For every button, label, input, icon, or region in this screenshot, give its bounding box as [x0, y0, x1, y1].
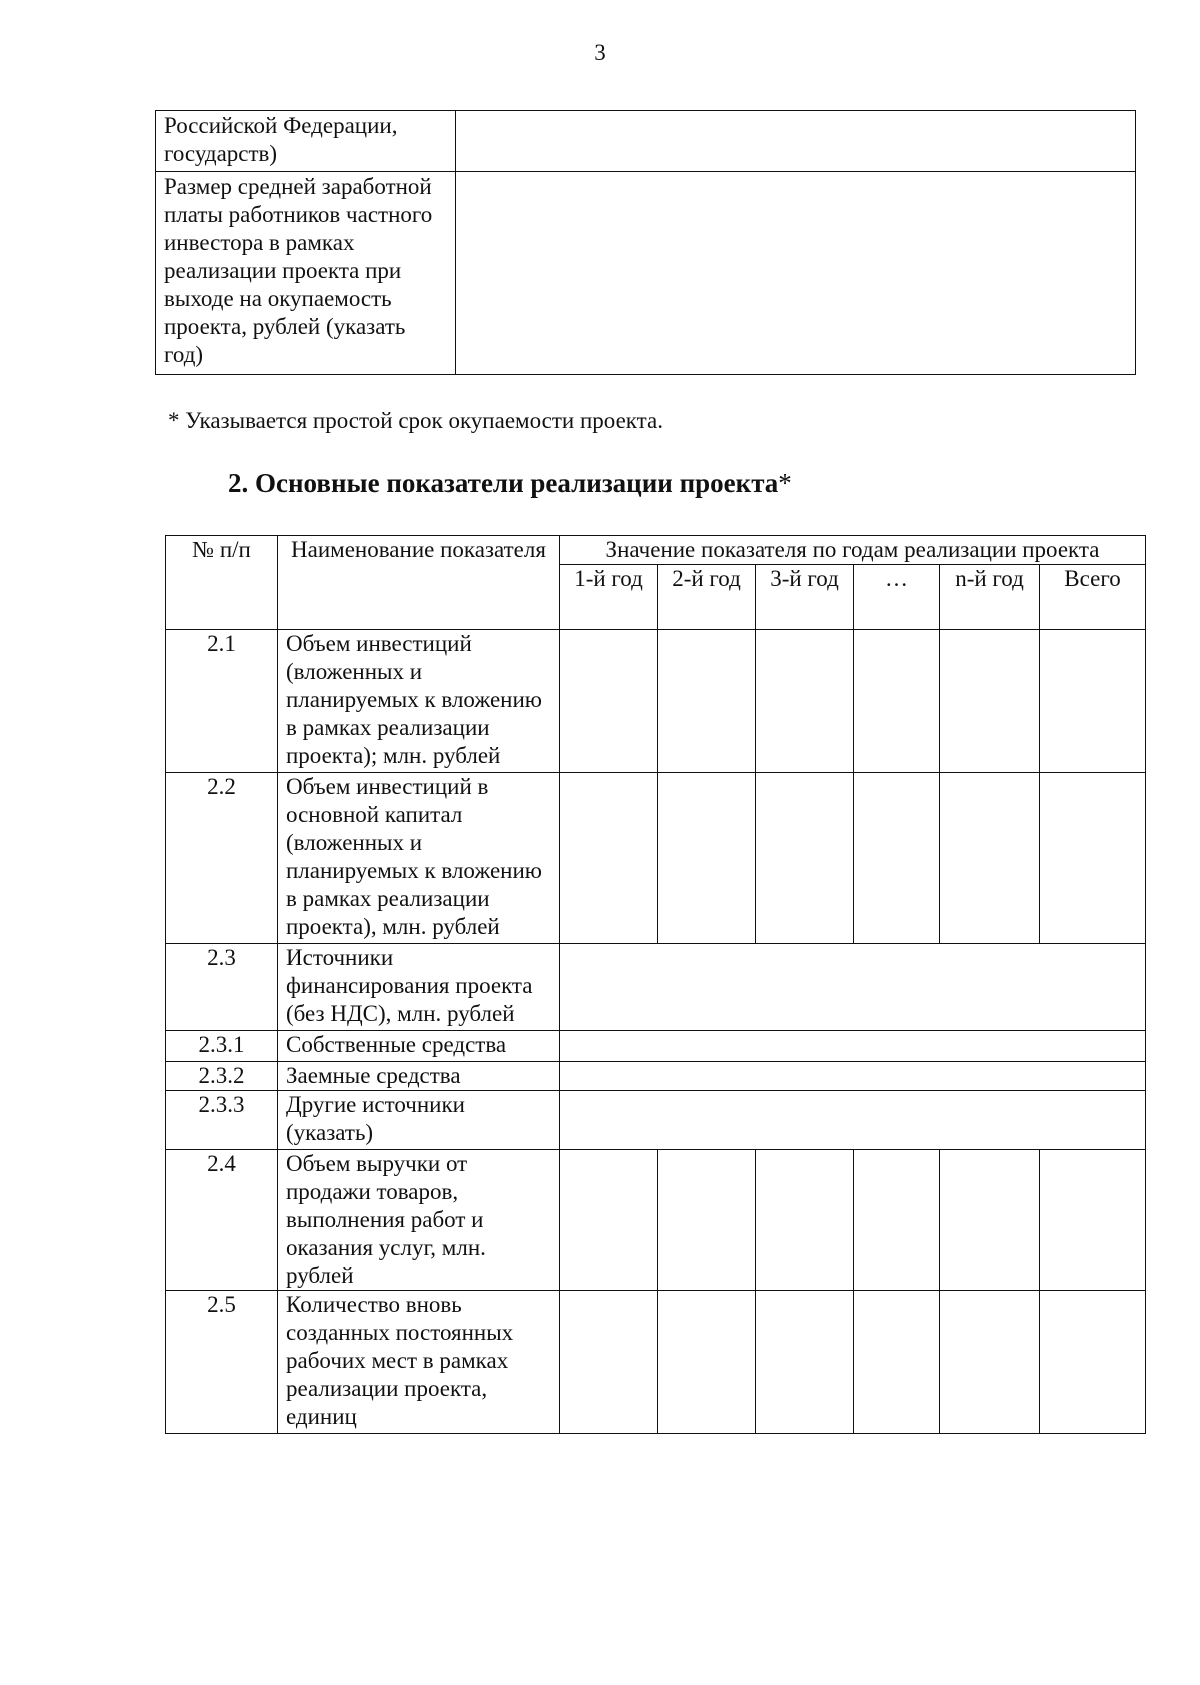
header-num: № п/п: [166, 536, 278, 630]
value-cell: [560, 630, 658, 773]
value-cell: [940, 773, 1040, 944]
table-row: [156, 172, 1136, 375]
row-num: 2.2: [166, 773, 278, 944]
value-cell: [940, 1291, 1040, 1434]
header-values-group: Значение показателя по годам реализации проекта: [560, 536, 1146, 565]
row-num: 2.5: [166, 1291, 278, 1434]
value-cell: [1040, 1150, 1146, 1291]
value-cell: [756, 1150, 854, 1291]
footnote: * Указывается простой срок окупаемости проекта.: [168, 408, 663, 433]
row-name: Заемные средства: [278, 1062, 560, 1091]
page-number: 3: [594, 40, 606, 65]
table-row: [166, 1091, 1146, 1150]
value-cell: [560, 1291, 658, 1434]
header-year-2: 2-й год: [658, 565, 756, 630]
row-name: Объем выручки от продажи товаров, выполнения работ и оказания услуг, млн. рублей: [278, 1150, 560, 1291]
table-row: [166, 773, 1146, 944]
value-cell-merged: [560, 1031, 1146, 1062]
row-name: Источники финансирования проекта (без НДС), млн. рублей: [278, 944, 560, 1031]
header-row: [166, 536, 1146, 565]
value-cell: [658, 1150, 756, 1291]
table-row: [156, 111, 1136, 172]
value-cell: [1040, 1291, 1146, 1434]
value-cell: [756, 773, 854, 944]
row-label: Российской Федерации, государств): [156, 111, 456, 172]
value-cell: [940, 1150, 1040, 1291]
value-cell: [658, 1291, 756, 1434]
value-cell: [854, 1150, 940, 1291]
value-cell: [1040, 630, 1146, 773]
header-year-1: 1-й год: [560, 565, 658, 630]
value-cell-merged: [560, 1062, 1146, 1091]
section-title-text: 2. Основные показатели реализации проекта: [228, 468, 779, 498]
footnote-mark: *: [778, 468, 792, 498]
header-year-ellipsis: …: [854, 565, 940, 630]
row-value: [456, 111, 1136, 172]
section-title: [228, 468, 792, 499]
row-name: Другие источники (указать): [278, 1091, 560, 1150]
row-name: Объем инвестиций в основной капитал (вложенных и планируемых к вложению в рамках реализации проекта), млн. рублей: [278, 773, 560, 944]
indicators-table: [165, 535, 1146, 1434]
value-cell: [940, 630, 1040, 773]
table-row: [166, 1291, 1146, 1434]
value-cell: [560, 773, 658, 944]
value-cell-merged: [560, 1091, 1146, 1150]
value-cell: [854, 773, 940, 944]
table-row: [166, 944, 1146, 1031]
table-row: [166, 1150, 1146, 1291]
top-table: [155, 110, 1136, 375]
row-label: Размер средней заработной платы работников частного инвестора в рамках реализации проекта при выходе на окупаемость проекта, рублей (указать год): [156, 172, 456, 375]
row-num: 2.3.2: [166, 1062, 278, 1091]
row-num: 2.3.1: [166, 1031, 278, 1062]
table-row: [166, 1062, 1146, 1091]
row-name: Объем инвестиций (вложенных и планируемых к вложению в рамках реализации проекта); млн. рублей: [278, 630, 560, 773]
row-name: Количество вновь созданных постоянных рабочих мест в рамках реализации проекта, единиц: [278, 1291, 560, 1434]
value-cell: [658, 630, 756, 773]
row-name: Собственные средства: [278, 1031, 560, 1062]
header-total: Всего: [1040, 565, 1146, 630]
table-row: [166, 630, 1146, 773]
header-year-3: 3-й год: [756, 565, 854, 630]
value-cell: [854, 630, 940, 773]
row-num: 2.3.3: [166, 1091, 278, 1150]
value-cell: [756, 630, 854, 773]
row-num: 2.3: [166, 944, 278, 1031]
row-value: [456, 172, 1136, 375]
value-cell: [1040, 773, 1146, 944]
row-num: 2.1: [166, 630, 278, 773]
value-cell: [560, 1150, 658, 1291]
row-num: 2.4: [166, 1150, 278, 1291]
table-row: [166, 1031, 1146, 1062]
value-cell: [658, 773, 756, 944]
header-name: Наименование показателя: [278, 536, 560, 630]
value-cell-merged: [560, 944, 1146, 1031]
header-year-n: n-й год: [940, 565, 1040, 630]
value-cell: [854, 1291, 940, 1434]
value-cell: [756, 1291, 854, 1434]
